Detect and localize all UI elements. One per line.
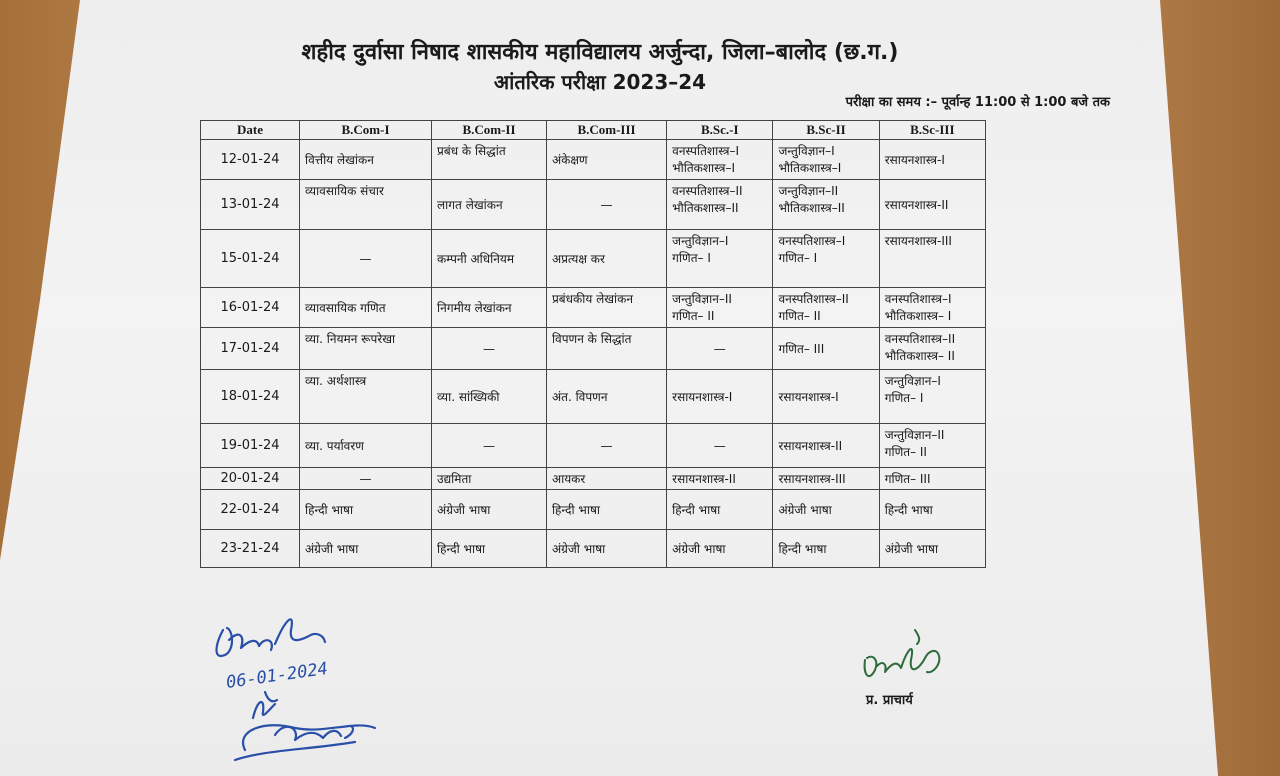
left-signatures (205, 600, 385, 775)
table-row (201, 230, 986, 288)
subject-cell: — (432, 424, 547, 468)
exam-schedule-table (200, 120, 986, 568)
subject-cell: उद्यमिता (432, 468, 547, 490)
subject-cell: वनस्पतिशास्त्र–II भौतिकशास्त्र– II (879, 328, 985, 370)
table-row (201, 424, 986, 468)
subject-cell: — (546, 180, 666, 230)
date-cell: 12-01-24 (201, 140, 300, 180)
date-cell: 18-01-24 (201, 370, 300, 424)
subject-cell: जन्तुविज्ञान–II गणित– II (667, 288, 773, 328)
table-row (201, 468, 986, 490)
subject-cell: रसायनशास्त्र-I (879, 140, 985, 180)
subject-cell: रसायनशास्त्र-II (879, 180, 985, 230)
date-cell: 20-01-24 (201, 468, 300, 490)
exam-title: आंतरिक परीक्षा 2023–24 (493, 70, 707, 94)
subject-cell: हिन्दी भाषा (432, 530, 547, 568)
subject-cell: रसायनशास्त्र-I (667, 370, 773, 424)
subject-cell: व्यावसायिक संचार (300, 180, 432, 230)
column-header: B.Com-I (300, 121, 432, 140)
subject-cell: — (300, 468, 432, 490)
subject-cell: वनस्पतिशास्त्र–I भौतिकशास्त्र–I (667, 140, 773, 180)
table-row (201, 490, 986, 530)
subject-cell: अंग्रेजी भाषा (300, 530, 432, 568)
subject-cell: हिन्दी भाषा (667, 490, 773, 530)
date-cell: 16-01-24 (201, 288, 300, 328)
date-cell: 13-01-24 (201, 180, 300, 230)
subject-cell: — (300, 230, 432, 288)
subject-cell: रसायनशास्त्र-II (773, 424, 879, 468)
subject-cell: अंग्रेजी भाषा (667, 530, 773, 568)
subject-cell: प्रबंध के सिद्धांत (432, 140, 547, 180)
subject-cell: अंत. विपणन (546, 370, 666, 424)
subject-cell: वनस्पतिशास्त्र–II गणित– II (773, 288, 879, 328)
signature-date: 06-01-2024 (224, 658, 330, 693)
subject-cell: — (546, 424, 666, 468)
date-cell: 17-01-24 (201, 328, 300, 370)
column-header: B.Sc-III (879, 121, 985, 140)
subject-cell: — (667, 328, 773, 370)
table-row (201, 140, 986, 180)
subject-cell: लागत लेखांकन (432, 180, 547, 230)
subject-cell: व्या. पर्यावरण (300, 424, 432, 468)
subject-cell: — (432, 328, 547, 370)
principal-designation: प्र. प्राचार्य (866, 693, 913, 708)
subject-cell: निगमीय लेखांकन (432, 288, 547, 328)
table-row (201, 288, 986, 328)
table-row (201, 328, 986, 370)
subject-cell: हिन्दी भाषा (546, 490, 666, 530)
column-header: Date (201, 121, 300, 140)
subject-cell: रसायनशास्त्र-II (667, 468, 773, 490)
column-header: B.Com-II (432, 121, 547, 140)
subject-cell: अंग्रेजी भाषा (879, 530, 985, 568)
college-title: शहीद दुर्वासा निषाद शासकीय महाविद्यालय अर्जुन्दा, जिला–बालोद (छ.ग.) (301, 40, 899, 65)
subject-cell: हिन्दी भाषा (773, 530, 879, 568)
column-header: B.Sc.-I (667, 121, 773, 140)
table-header-row (201, 121, 986, 140)
date-cell: 19-01-24 (201, 424, 300, 468)
date-cell: 22-01-24 (201, 490, 300, 530)
subject-cell: वनस्पतिशास्त्र–I भौतिकशास्त्र– I (879, 288, 985, 328)
subject-cell: जन्तुविज्ञान–I भौतिकशास्त्र–I (773, 140, 879, 180)
subject-cell: अंकेक्षण (546, 140, 666, 180)
subject-cell: वनस्पतिशास्त्र–I गणित– I (773, 230, 879, 288)
subject-cell: व्यावसायिक गणित (300, 288, 432, 328)
column-header: B.Com-III (546, 121, 666, 140)
subject-cell: अप्रत्यक्ष कर (546, 230, 666, 288)
subject-cell: आयकर (546, 468, 666, 490)
subject-cell: रसायनशास्त्र-III (879, 230, 985, 288)
table-row (201, 370, 986, 424)
principal-signature (855, 620, 955, 690)
subject-cell: व्या. सांख्यिकी (432, 370, 547, 424)
table-body (201, 140, 986, 568)
subject-cell: अंग्रेजी भाषा (432, 490, 547, 530)
subject-cell: व्या. अर्थशास्त्र (300, 370, 432, 424)
subject-cell: विपणन के सिद्धांत (546, 328, 666, 370)
subject-cell: जन्तुविज्ञान–I गणित– I (879, 370, 985, 424)
subject-cell: अंग्रेजी भाषा (546, 530, 666, 568)
exam-time: परीक्षा का समय :– पूर्वान्ह 11:00 से 1:00 बजे तक (845, 95, 1110, 110)
date-cell: 23-21-24 (201, 530, 300, 568)
subject-cell: रसायनशास्त्र-I (773, 370, 879, 424)
subject-cell: हिन्दी भाषा (300, 490, 432, 530)
subject-cell: वनस्पतिशास्त्र–II भौतिकशास्त्र–II (667, 180, 773, 230)
subject-cell: गणित– III (773, 328, 879, 370)
subject-cell: हिन्दी भाषा (879, 490, 985, 530)
subject-cell: — (667, 424, 773, 468)
subject-cell: वित्तीय लेखांकन (300, 140, 432, 180)
date-cell: 15-01-24 (201, 230, 300, 288)
subject-cell: जन्तुविज्ञान–I गणित– I (667, 230, 773, 288)
table-row (201, 530, 986, 568)
subject-cell: व्या. नियमन रूपरेखा (300, 328, 432, 370)
subject-cell: जन्तुविज्ञान–II भौतिकशास्त्र–II (773, 180, 879, 230)
subject-cell: अंग्रेजी भाषा (773, 490, 879, 530)
subject-cell: रसायनशास्त्र-III (773, 468, 879, 490)
subject-cell: कम्पनी अधिनियम (432, 230, 547, 288)
subject-cell: जन्तुविज्ञान–II गणित– II (879, 424, 985, 468)
subject-cell: गणित– III (879, 468, 985, 490)
table-row (201, 180, 986, 230)
subject-cell: प्रबंधकीय लेखांकन (546, 288, 666, 328)
column-header: B.Sc-II (773, 121, 879, 140)
